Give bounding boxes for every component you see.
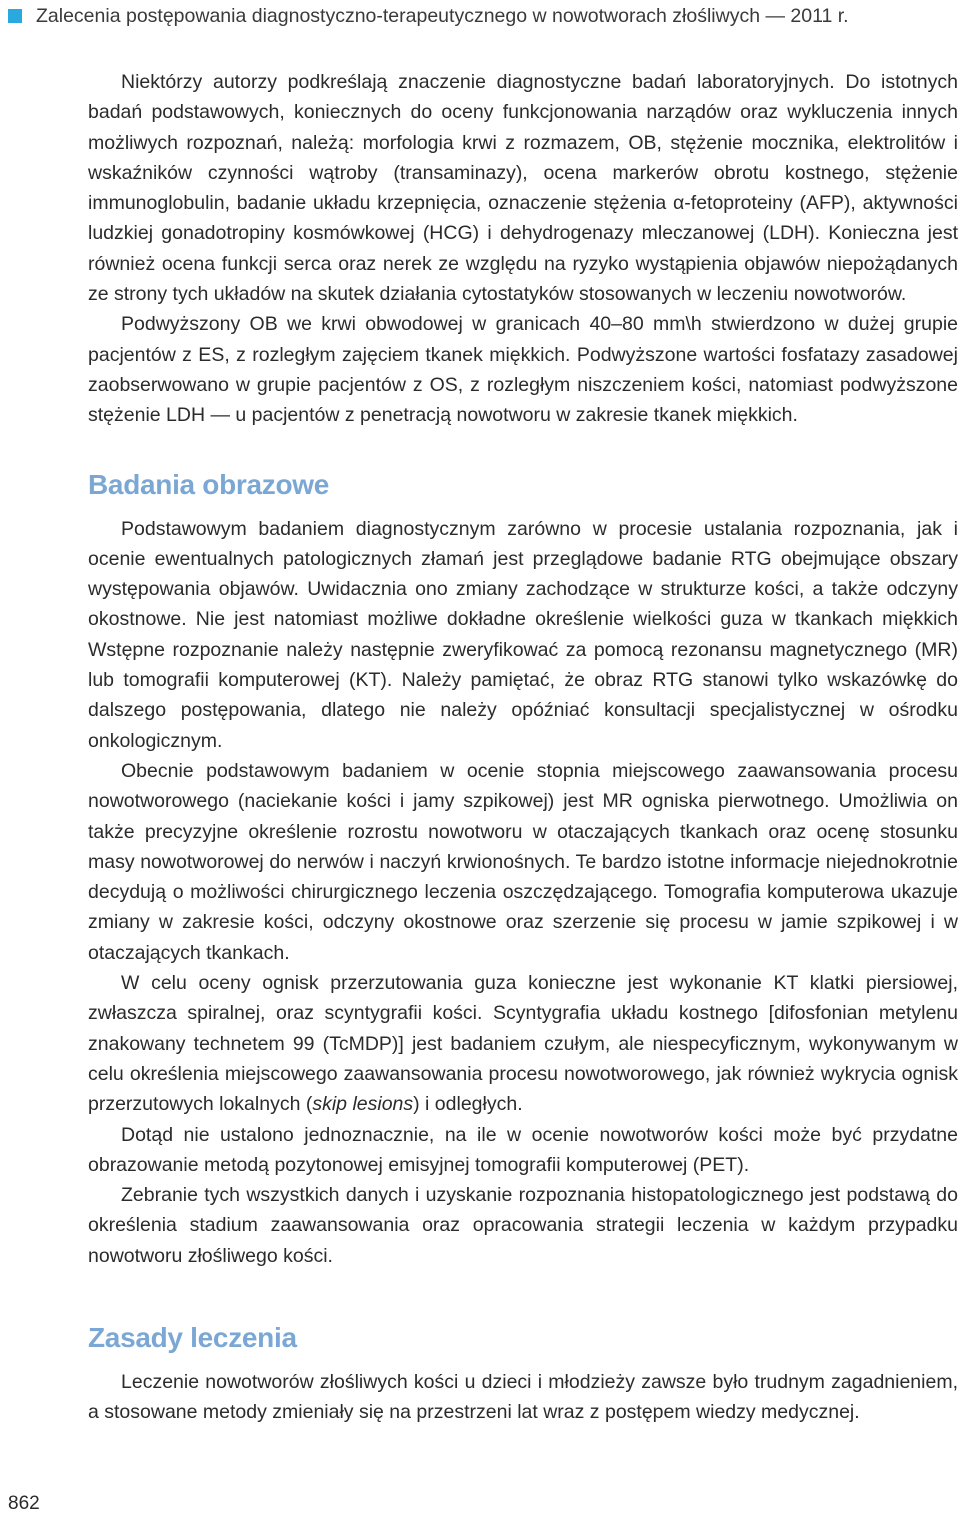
- paragraph-laboratory-tests: Niektórzy autorzy podkreślają znaczenie diagnostyczne badań laboratoryjnych. Do istotnych badań podstawowych, koniecznych do oceny funkcjonowania narządów oraz wykluczenia innych możliwych rozpoznań, należą: morfologia krwi z rozmazem, OB, stężenie mocznika, elektrolitów i wskaźników czynności wątroby (transaminazy), ocena markerów obrotu kostnego, stężenie immunoglobulin, badanie układu krzepnięcia, oznaczenie stężenia α-fetoproteiny (AFP), aktywności ludzkiej gonadotropiny kosmówkowej (HCG) i dehydrogenazy mleczanowej (LDH). Konieczna jest również ocena funkcji serca oraz nerek ze względu na ryzyko wystąpienia objawów niepożądanych ze strony tych układów na skutek działania cytostatyków stosowanych w leczeniu nowotworów.: [88, 71, 958, 306]
- article-body: [88, 67, 958, 1428]
- paragraph-mr: Obecnie podstawowym badaniem w ocenie stopnia miejscowego zaawansowania procesu nowotworowego (naciekanie kości i jamy szpikowej) jest MR ogniska pierwotnego. Umożliwia on także precyzyjne określenie rozrostu nowotworu w otaczających tkankach oraz ocenę stosunku masy nowotworowej do nerwów i naczyń krwionośnych. Te bardzo istotne informacje niejednokrotnie decydują o możliwości chirurgicznego leczenia oszczędzającego. Tomografia komputerowa ukazuje zmiany w zakresie kości, odczyny okostnowe oraz szerzenie się procesu w jamie szpikowej i w otaczających tkankach.: [88, 759, 958, 964]
- paragraph-treatment-intro: Leczenie nowotworów złośliwych kości u dzieci i młodzieży zawsze było trudnym zagadnieniem, a stosowane metody zmieniały się na przestrzeni lat wraz z postępem wiedzy medycznej.: [88, 1370, 958, 1424]
- running-header-title: Zalecenia postępowania diagnostyczno-terapeutycznego w nowotworach złośliwych — 2011 r.: [36, 4, 849, 27]
- paragraph-ct-scintigraphy-text: W celu oceny ognisk przerzutowania guza konieczne jest wykonanie KT klatki piersiowej, zwłaszcza spiralnej, oraz scyntygrafii kości. Scyntygrafia układu kostnego [difosfonian metylenu znakowany technetem 99 (TcMDP)] jest badaniem czułym, ale niespecyficznym, wykonywanym w celu określenia miejscowego zaawansowania procesu nowotworowego, jak również wykrycia ognisk przerzutowych lokalnych (: [88, 972, 958, 1116]
- paragraph-ct-scintigraphy: [88, 968, 958, 1119]
- paragraph-xray: Podstawowym badaniem diagnostycznym zarówno w procesie ustalania rozpoznania, jak i ocenie ewentualnych patologicznych złamań jest przeglądowe badanie RTG obejmujące obszary występowania objawów. Uwidacznia ono zmiany zachodzące w strukturze kości, a także odczyny okostnowe. Nie jest natomiast możliwe dokładne określenie wielkości guza w tkankach miękkich Wstępne rozpoznanie należy następnie zweryfikować za pomocą rezonansu magnetycznego (MR) lub tomografii komputerowej (KT). Należy pamiętać, że obraz RTG stanowi tylko wskazówkę do dalszego postępowania, dlatego nie należy opóźniać konsultacji specjalistycznej w ośrodku onkologicznym.: [88, 517, 958, 752]
- header-square-icon: [8, 9, 22, 23]
- paragraph-staging: Zebranie tych wszystkich danych i uzyskanie rozpoznania histopatologicznego jest podstawą do określenia stadium zaawansowania oraz opracowania strategii leczenia w każdym przypadku nowotworu złośliwego kości.: [88, 1184, 958, 1267]
- section-heading-treatment: Zasady leczenia: [88, 1321, 297, 1353]
- skip-lesions-term: skip lesions: [312, 1093, 414, 1116]
- paragraph-lab-findings: Podwyższony OB we krwi obwodowej w granicach 40–80 mm\h stwierdzono w dużej grupie pacjentów z ES, z rozległym zajęciem tkanek miękkich. Podwyższone wartości fosfatazy zasadowej zaobserwowano w grupie pacjentów z OS, z rozległym niszczeniem kości, natomiast podwyższone stężenie LDH — u pacjentów z penetracją nowotworu w zakresie tkanek miękkich.: [88, 313, 958, 427]
- page-number: 862: [8, 1493, 40, 1514]
- section-heading-imaging: Badania obrazowe: [88, 468, 330, 500]
- running-header: [8, 4, 948, 28]
- paragraph-ct-scintigraphy-tail: ) i odległych.: [413, 1093, 523, 1116]
- paragraph-pet: Dotąd nie ustalono jednoznacznie, na ile w ocenie nowotworów kości może być przydatne obrazowanie metodą pozytonowej emisyjnej tomografii komputerowej (PET).: [88, 1123, 958, 1176]
